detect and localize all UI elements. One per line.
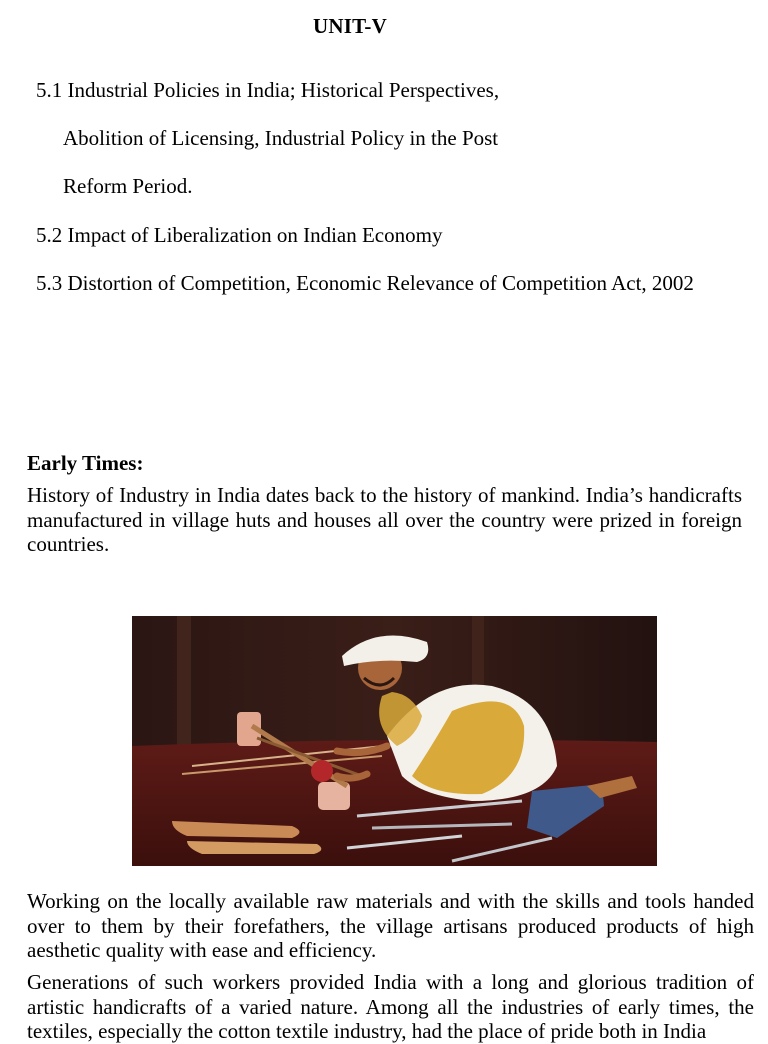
syllabus-item-5-1-cont: Abolition of Licensing, Industrial Policy in the Post	[63, 126, 499, 150]
unit-title: UNIT-V	[313, 14, 387, 38]
syllabus-item-5-2: 5.2 Impact of Liberalization on Indian Economy	[36, 223, 443, 247]
syllabus-item-5-3: 5.3 Distortion of Competition, Economic Relevance of Competition Act, 2002	[36, 271, 694, 295]
section-heading: Early Times:	[27, 451, 144, 475]
artisan-illustration	[132, 616, 657, 866]
paragraph-history: History of Industry in India dates back to the history of mankind. India’s handicrafts manufactured in village huts and houses all over the country were prized in foreign countries.	[27, 483, 742, 556]
wall-post-left	[177, 616, 191, 756]
spindle-whorl	[311, 760, 333, 782]
artisan-hand-2	[337, 774, 367, 778]
paragraph-tradition: Generations of such workers provided India with a long and glorious tradition of artistic handicrafts of a varied nature. Among all the industries of early times, the textiles, especially the cotton textile industry, had the place of pride both in India	[27, 970, 754, 1043]
syllabus-item-5-1: 5.1 Industrial Policies in India; Historical Perspectives,	[36, 78, 500, 102]
syllabus-item-5-1-end: Reform Period.	[63, 174, 193, 198]
artisan-painting	[132, 616, 657, 866]
paragraph-artisans: Working on the locally available raw materials and with the skills and tools handed over to them by their forefathers, the village artisans produced products of high aesthetic quality with ease and efficiency.	[27, 889, 754, 962]
